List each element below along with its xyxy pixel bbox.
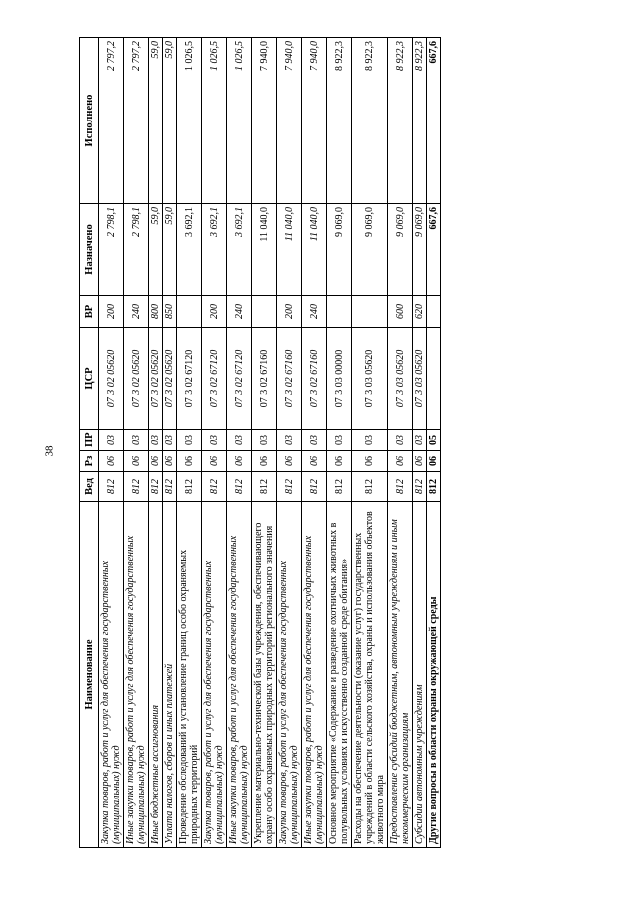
- cell-vr: [252, 296, 277, 328]
- cell-assigned: 3 692,1: [177, 204, 202, 296]
- cell-assigned: 59,0: [163, 204, 177, 296]
- cell-ved: 812: [413, 472, 427, 502]
- cell-ved: 812: [177, 472, 202, 502]
- cell-ved: 812: [277, 472, 302, 502]
- cell-vr: 850: [163, 296, 177, 328]
- cell-assigned: 9 069,0: [413, 204, 427, 296]
- cell-executed: 8 922,3: [327, 38, 352, 204]
- cell-ved: 812: [227, 472, 252, 502]
- cell-assigned: 9 069,0: [388, 204, 413, 296]
- cell-name: Иные закупки товаров, работ и услуг для обеспечения государственных (муниципальных) нужд: [302, 502, 327, 848]
- cell-assigned: 9 069,0: [327, 204, 352, 296]
- cell-pr: 03: [177, 430, 202, 451]
- cell-vr: 620: [413, 296, 427, 328]
- cell-executed: 7 940,0: [277, 38, 302, 204]
- cell-rz: 06: [252, 451, 277, 472]
- header-csr: ЦСР: [80, 328, 99, 430]
- cell-assigned: 3 692,1: [202, 204, 227, 296]
- cell-assigned: 3 692,1: [227, 204, 252, 296]
- cell-pr: 03: [277, 430, 302, 451]
- cell-executed: 1 026,5: [202, 38, 227, 204]
- cell-csr: 07 3 03 00000: [327, 328, 352, 430]
- cell-vr: 240: [227, 296, 252, 328]
- cell-rz: 06: [202, 451, 227, 472]
- cell-rz: 06: [149, 451, 163, 472]
- cell-ved: 812: [327, 472, 352, 502]
- cell-executed: 1 026,5: [227, 38, 252, 204]
- cell-name: Предоставление субсидий бюджетным, автономным учреждениям и иным некоммерческим организациям: [388, 502, 413, 848]
- cell-vr: [177, 296, 202, 328]
- cell-ved: 812: [149, 472, 163, 502]
- cell-name: Основное мероприятие «Содержание и разведение охотничьих животных в полувольных условиях и искусственно созданной среде обитания»: [327, 502, 352, 848]
- cell-vr: 200: [277, 296, 302, 328]
- header-ved: Вед: [80, 472, 99, 502]
- cell-name: Иные закупки товаров, работ и услуг для обеспечения государственных (муниципальных) нужд: [227, 502, 252, 848]
- cell-executed: 7 940,0: [302, 38, 327, 204]
- cell-csr: 07 3 02 67120: [202, 328, 227, 430]
- cell-ved: 812: [352, 472, 388, 502]
- table-row: [277, 38, 302, 848]
- cell-ved: 812: [163, 472, 177, 502]
- cell-ved: 812: [388, 472, 413, 502]
- cell-ved: 812: [427, 472, 441, 502]
- cell-vr: [352, 296, 388, 328]
- cell-executed: 1 026,5: [177, 38, 202, 204]
- table-row: [302, 38, 327, 848]
- header-assigned: Назначено: [80, 204, 99, 296]
- cell-rz: 06: [277, 451, 302, 472]
- table-row: [227, 38, 252, 848]
- cell-name: Иные закупки товаров, работ и услуг для обеспечения государственных (муниципальных) нужд: [124, 502, 149, 848]
- cell-rz: 06: [427, 451, 441, 472]
- cell-executed: 8 922,3: [413, 38, 427, 204]
- cell-pr: 03: [327, 430, 352, 451]
- cell-name: Расходы на обеспечение деятельности (оказание услуг) государственных учреждений в области сельского хозяйства, охраны и использования объектов животного мира: [352, 502, 388, 848]
- cell-executed: 59,0: [163, 38, 177, 204]
- table-row: [252, 38, 277, 848]
- cell-csr: 07 3 02 67120: [177, 328, 202, 430]
- table-row: [99, 38, 124, 848]
- cell-csr: 07 3 02 05620: [163, 328, 177, 430]
- cell-csr: 07 3 02 05620: [124, 328, 149, 430]
- cell-vr: 240: [124, 296, 149, 328]
- budget-table: [79, 37, 441, 848]
- cell-rz: 06: [99, 451, 124, 472]
- cell-assigned: 2 798,1: [124, 204, 149, 296]
- cell-assigned: 11 040,0: [302, 204, 327, 296]
- cell-ved: 812: [99, 472, 124, 502]
- cell-pr: 05: [427, 430, 441, 451]
- cell-rz: 06: [177, 451, 202, 472]
- cell-pr: 03: [202, 430, 227, 451]
- cell-rz: 06: [302, 451, 327, 472]
- page-number: 38: [43, 445, 56, 457]
- cell-executed: 2 797,2: [99, 38, 124, 204]
- cell-csr: 07 3 02 67120: [227, 328, 252, 430]
- cell-rz: 06: [163, 451, 177, 472]
- cell-pr: 03: [388, 430, 413, 451]
- cell-rz: 06: [327, 451, 352, 472]
- cell-ved: 812: [302, 472, 327, 502]
- cell-rz: 06: [227, 451, 252, 472]
- cell-vr: 240: [302, 296, 327, 328]
- cell-assigned: 11 040,0: [252, 204, 277, 296]
- cell-csr: 07 3 03 05620: [388, 328, 413, 430]
- cell-name: Проведение обследований и установление границ особо охраняемых природных территорий: [177, 502, 202, 848]
- rotated-table-container: [79, 38, 539, 848]
- cell-assigned: 11 040,0: [277, 204, 302, 296]
- table-row: [427, 38, 441, 848]
- header-rz: Рз: [80, 451, 99, 472]
- cell-name: Закупка товаров, работ и услуг для обеспечения государственных (муниципальных) нужд: [202, 502, 227, 848]
- cell-name: Укрепление материально-технической базы учреждения, обеспечивающего охрану особо охраняемых природных территорий регионального значения: [252, 502, 277, 848]
- cell-pr: 03: [227, 430, 252, 451]
- cell-name: Иные бюджетные ассигнования: [149, 502, 163, 848]
- header-vr: ВР: [80, 296, 99, 328]
- cell-pr: 03: [149, 430, 163, 451]
- cell-pr: 03: [252, 430, 277, 451]
- cell-assigned: 9 069,0: [352, 204, 388, 296]
- cell-ved: 812: [124, 472, 149, 502]
- cell-name: Субсидии автономным учреждениям: [413, 502, 427, 848]
- cell-executed: 2 797,2: [124, 38, 149, 204]
- table-row: [124, 38, 149, 848]
- table-row: [202, 38, 227, 848]
- cell-pr: 03: [99, 430, 124, 451]
- cell-name: Уплата налогов, сборов и иных платежей: [163, 502, 177, 848]
- cell-rz: 06: [413, 451, 427, 472]
- cell-csr: 07 3 02 05620: [149, 328, 163, 430]
- cell-csr: 07 3 03 05620: [352, 328, 388, 430]
- cell-vr: 800: [149, 296, 163, 328]
- cell-ved: 812: [252, 472, 277, 502]
- cell-executed: 8 922,3: [388, 38, 413, 204]
- cell-csr: 07 3 02 67160: [277, 328, 302, 430]
- cell-assigned: 667,6: [427, 204, 441, 296]
- cell-rz: 06: [388, 451, 413, 472]
- table-header-row: [80, 38, 99, 848]
- cell-vr: 600: [388, 296, 413, 328]
- header-executed: Исполнено: [80, 38, 99, 204]
- cell-pr: 03: [302, 430, 327, 451]
- cell-name: Закупка товаров, работ и услуг для обеспечения государственных (муниципальных) нужд: [99, 502, 124, 848]
- table-row: [327, 38, 352, 848]
- cell-rz: 06: [124, 451, 149, 472]
- cell-csr: 07 3 02 67160: [302, 328, 327, 430]
- cell-name: Другие вопросы в области охраны окружающей среды: [427, 502, 441, 848]
- cell-vr: 200: [99, 296, 124, 328]
- cell-ved: 812: [202, 472, 227, 502]
- cell-csr: 07 3 02 05620: [99, 328, 124, 430]
- cell-csr: [427, 328, 441, 430]
- cell-pr: 03: [124, 430, 149, 451]
- table-row: [352, 38, 388, 848]
- cell-assigned: 59,0: [149, 204, 163, 296]
- cell-pr: 03: [413, 430, 427, 451]
- table-row: [149, 38, 163, 848]
- table-row: [163, 38, 177, 848]
- cell-vr: [327, 296, 352, 328]
- cell-name: Закупка товаров, работ и услуг для обеспечения государственных (муниципальных) нужд: [277, 502, 302, 848]
- cell-assigned: 2 798,1: [99, 204, 124, 296]
- cell-csr: 07 3 02 67160: [252, 328, 277, 430]
- cell-vr: 200: [202, 296, 227, 328]
- cell-vr: [427, 296, 441, 328]
- table-row: [177, 38, 202, 848]
- cell-executed: 667,6: [427, 38, 441, 204]
- cell-pr: 03: [352, 430, 388, 451]
- header-name: Наименование: [80, 502, 99, 848]
- cell-csr: 07 3 03 05620: [413, 328, 427, 430]
- table-row: [388, 38, 413, 848]
- cell-rz: 06: [352, 451, 388, 472]
- cell-pr: 03: [163, 430, 177, 451]
- cell-executed: 59,0: [149, 38, 163, 204]
- cell-executed: 7 940,0: [252, 38, 277, 204]
- cell-executed: 8 922,3: [352, 38, 388, 204]
- header-pr: ПР: [80, 430, 99, 451]
- table-row: [413, 38, 427, 848]
